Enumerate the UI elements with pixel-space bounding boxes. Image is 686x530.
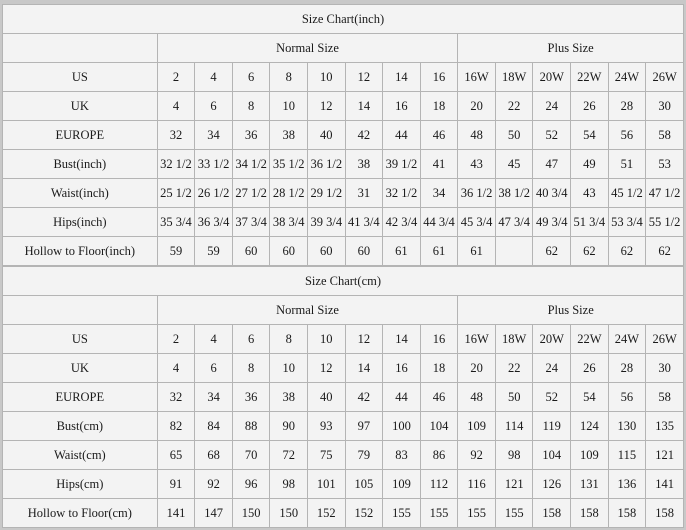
cell: 84 xyxy=(195,412,233,441)
cell: 152 xyxy=(308,499,346,528)
cell: 4 xyxy=(157,92,195,121)
cell: 14 xyxy=(345,92,383,121)
cell: 48 xyxy=(458,121,496,150)
row-label-hollow-to-floor-inch: Hollow to Floor(inch) xyxy=(3,237,158,266)
cell: 16 xyxy=(383,354,421,383)
cell: 42 xyxy=(345,383,383,412)
group-header-normal-cm: Normal Size xyxy=(157,296,458,325)
cell: 6 xyxy=(195,354,233,383)
cell: 82 xyxy=(157,412,195,441)
table-row xyxy=(3,383,684,412)
cell: 130 xyxy=(608,412,646,441)
cell: 49 3/4 xyxy=(533,208,571,237)
cell: 36 xyxy=(232,121,270,150)
cell: 98 xyxy=(495,441,533,470)
cell: 4 xyxy=(195,63,233,92)
cell: 2 xyxy=(157,63,195,92)
cell: 40 xyxy=(308,383,346,412)
cell: 97 xyxy=(345,412,383,441)
cell: 155 xyxy=(420,499,458,528)
cell: 83 xyxy=(383,441,421,470)
row-label-hollow-to-floor-cm: Hollow to Floor(cm) xyxy=(3,499,158,528)
cell: 20 xyxy=(458,92,496,121)
cell: 88 xyxy=(232,412,270,441)
cell: 60 xyxy=(270,237,308,266)
cell: 24 xyxy=(533,92,571,121)
cell: 158 xyxy=(533,499,571,528)
cell: 28 xyxy=(608,92,646,121)
cell: 26 1/2 xyxy=(195,179,233,208)
cell: 24W xyxy=(608,63,646,92)
table-row xyxy=(3,354,684,383)
cell: 10 xyxy=(270,354,308,383)
row-label-bust-inch: Bust(inch) xyxy=(3,150,158,179)
cell: 155 xyxy=(383,499,421,528)
cell: 28 1/2 xyxy=(270,179,308,208)
cell: 10 xyxy=(307,63,345,92)
cell: 136 xyxy=(608,470,646,499)
cell: 42 xyxy=(345,121,383,150)
cell: 50 xyxy=(495,383,533,412)
cell: 26W xyxy=(646,63,684,92)
cell: 34 xyxy=(195,121,233,150)
cell: 72 xyxy=(270,441,308,470)
cell: 18W xyxy=(495,325,533,354)
table-title-row xyxy=(3,5,684,34)
cell: 8 xyxy=(270,325,308,354)
cell: 109 xyxy=(571,441,609,470)
cell: 39 1/2 xyxy=(383,150,421,179)
cell: 22W xyxy=(571,63,609,92)
row-label-waist-inch: Waist(inch) xyxy=(3,179,158,208)
cell: 47 xyxy=(533,150,571,179)
cell: 54 xyxy=(571,383,609,412)
corner-cell xyxy=(3,296,158,325)
table-row xyxy=(3,121,684,150)
cell: 70 xyxy=(232,441,270,470)
cell: 55 1/2 xyxy=(646,208,684,237)
cell: 38 xyxy=(270,121,308,150)
cell: 126 xyxy=(533,470,571,499)
cell: 53 3/4 xyxy=(608,208,646,237)
cell: 47 3/4 xyxy=(495,208,533,237)
cell: 92 xyxy=(458,441,496,470)
table-row xyxy=(3,208,684,237)
cell: 54 xyxy=(571,121,609,150)
cell: 92 xyxy=(195,470,233,499)
cell: 44 3/4 xyxy=(420,208,458,237)
group-header-plus-inch: Plus Size xyxy=(458,34,684,63)
cell: 32 1/2 xyxy=(157,150,195,179)
cell: 61 xyxy=(383,237,421,266)
cell: 104 xyxy=(420,412,458,441)
cell: 10 xyxy=(308,325,346,354)
cell: 158 xyxy=(608,499,646,528)
cell: 62 xyxy=(533,237,571,266)
cell: 112 xyxy=(420,470,458,499)
cell: 62 xyxy=(608,237,646,266)
cell: 60 xyxy=(307,237,345,266)
table-title-row xyxy=(3,267,684,296)
page-title-cm: Size Chart(cm) xyxy=(3,267,684,296)
cell: 79 xyxy=(345,441,383,470)
table-group-row xyxy=(3,34,684,63)
cell: 28 xyxy=(608,354,646,383)
cell: 98 xyxy=(270,470,308,499)
cell: 150 xyxy=(232,499,270,528)
cell: 8 xyxy=(232,354,270,383)
cell: 59 xyxy=(157,237,195,266)
cell: 150 xyxy=(270,499,308,528)
cell: 62 xyxy=(646,237,684,266)
cell: 18 xyxy=(420,354,458,383)
row-label-us: US xyxy=(3,63,158,92)
table-row xyxy=(3,441,684,470)
cell: 58 xyxy=(646,121,684,150)
cell: 14 xyxy=(383,63,421,92)
cell: 105 xyxy=(345,470,383,499)
cell: 116 xyxy=(458,470,496,499)
cell: 10 xyxy=(270,92,308,121)
cell: 38 xyxy=(345,150,383,179)
row-label-uk: UK xyxy=(3,92,158,121)
cell: 8 xyxy=(232,92,270,121)
cell: 24W xyxy=(608,325,646,354)
cell: 34 1/2 xyxy=(232,150,270,179)
cell: 65 xyxy=(157,441,195,470)
cell: 16 xyxy=(383,92,421,121)
cell: 86 xyxy=(420,441,458,470)
cell: 141 xyxy=(646,470,684,499)
row-label-uk: UK xyxy=(3,354,158,383)
cell: 16W xyxy=(458,325,496,354)
row-label-europe: EUROPE xyxy=(3,121,158,150)
row-label-hips-inch: Hips(inch) xyxy=(3,208,158,237)
cell: 32 xyxy=(157,121,195,150)
table-row xyxy=(3,499,684,528)
size-chart-cm xyxy=(2,266,684,528)
cell: 46 xyxy=(420,121,458,150)
page-title-inch: Size Chart(inch) xyxy=(3,5,684,34)
cell: 45 3/4 xyxy=(458,208,496,237)
cell: 104 xyxy=(533,441,571,470)
table-group-row xyxy=(3,296,684,325)
cell: 22 xyxy=(495,92,533,121)
cell: 62 xyxy=(571,237,609,266)
cell: 16W xyxy=(458,63,496,92)
cell: 32 1/2 xyxy=(383,179,421,208)
cell: 158 xyxy=(646,499,684,528)
cell: 12 xyxy=(345,325,383,354)
cell: 8 xyxy=(270,63,308,92)
cell: 2 xyxy=(157,325,195,354)
cell: 56 xyxy=(608,383,646,412)
cell: 52 xyxy=(533,383,571,412)
cell: 29 1/2 xyxy=(307,179,345,208)
cell: 41 xyxy=(420,150,458,179)
table-row xyxy=(3,179,684,208)
cell: 114 xyxy=(495,412,533,441)
cell: 96 xyxy=(232,470,270,499)
cell: 119 xyxy=(533,412,571,441)
cell: 20W xyxy=(533,63,571,92)
cell: 155 xyxy=(458,499,496,528)
cell xyxy=(495,237,533,266)
cell: 131 xyxy=(571,470,609,499)
cell: 38 xyxy=(270,383,308,412)
cell: 61 xyxy=(458,237,496,266)
cell: 20 xyxy=(458,354,496,383)
cell: 25 1/2 xyxy=(157,179,195,208)
cell: 24 xyxy=(533,354,571,383)
cell: 48 xyxy=(458,383,496,412)
cell: 6 xyxy=(232,63,270,92)
row-label-waist-cm: Waist(cm) xyxy=(3,441,158,470)
cell: 46 xyxy=(420,383,458,412)
cell: 6 xyxy=(195,92,233,121)
cell: 30 xyxy=(646,354,684,383)
cell: 56 xyxy=(608,121,646,150)
cell: 75 xyxy=(308,441,346,470)
cell: 12 xyxy=(345,63,383,92)
cell: 147 xyxy=(195,499,233,528)
cell: 16 xyxy=(420,325,458,354)
cell: 35 3/4 xyxy=(157,208,195,237)
size-chart-inch xyxy=(2,4,684,266)
cell: 16 xyxy=(420,63,458,92)
cell: 27 1/2 xyxy=(232,179,270,208)
cell: 22W xyxy=(571,325,609,354)
cell: 31 xyxy=(345,179,383,208)
group-header-plus-cm: Plus Size xyxy=(458,296,684,325)
cell: 4 xyxy=(195,325,233,354)
cell: 44 xyxy=(383,383,421,412)
cell: 14 xyxy=(345,354,383,383)
cell: 12 xyxy=(308,354,346,383)
corner-cell xyxy=(3,34,158,63)
cell: 90 xyxy=(270,412,308,441)
cell: 124 xyxy=(571,412,609,441)
group-header-normal-inch: Normal Size xyxy=(157,34,458,63)
cell: 40 3/4 xyxy=(533,179,571,208)
cell: 60 xyxy=(232,237,270,266)
cell: 18 xyxy=(420,92,458,121)
cell: 135 xyxy=(646,412,684,441)
cell: 61 xyxy=(420,237,458,266)
cell: 155 xyxy=(495,499,533,528)
cell: 34 xyxy=(420,179,458,208)
cell: 34 xyxy=(195,383,233,412)
cell: 45 1/2 xyxy=(608,179,646,208)
cell: 36 1/2 xyxy=(458,179,496,208)
cell: 158 xyxy=(571,499,609,528)
cell: 59 xyxy=(195,237,233,266)
cell: 20W xyxy=(533,325,571,354)
table-row xyxy=(3,470,684,499)
row-label-bust-cm: Bust(cm) xyxy=(3,412,158,441)
table-row xyxy=(3,63,684,92)
cell: 39 3/4 xyxy=(307,208,345,237)
row-label-europe: EUROPE xyxy=(3,383,158,412)
cell: 26W xyxy=(646,325,684,354)
cell: 141 xyxy=(157,499,195,528)
cell: 93 xyxy=(308,412,346,441)
cell: 42 3/4 xyxy=(383,208,421,237)
cell: 14 xyxy=(383,325,421,354)
cell: 53 xyxy=(646,150,684,179)
cell: 36 xyxy=(232,383,270,412)
cell: 26 xyxy=(571,354,609,383)
cell: 41 3/4 xyxy=(345,208,383,237)
table-row xyxy=(3,412,684,441)
cell: 33 1/2 xyxy=(195,150,233,179)
cell: 4 xyxy=(157,354,195,383)
cell: 68 xyxy=(195,441,233,470)
cell: 37 3/4 xyxy=(232,208,270,237)
cell: 51 xyxy=(608,150,646,179)
cell: 121 xyxy=(495,470,533,499)
cell: 32 xyxy=(157,383,195,412)
cell: 152 xyxy=(345,499,383,528)
row-label-hips-cm: Hips(cm) xyxy=(3,470,158,499)
cell: 91 xyxy=(157,470,195,499)
cell: 50 xyxy=(495,121,533,150)
cell: 38 3/4 xyxy=(270,208,308,237)
table-row xyxy=(3,150,684,179)
cell: 115 xyxy=(608,441,646,470)
table-row xyxy=(3,325,684,354)
cell: 18W xyxy=(495,63,533,92)
cell: 38 1/2 xyxy=(495,179,533,208)
cell: 60 xyxy=(345,237,383,266)
cell: 47 1/2 xyxy=(646,179,684,208)
cell: 12 xyxy=(307,92,345,121)
row-label-us: US xyxy=(3,325,158,354)
cell: 26 xyxy=(571,92,609,121)
cell: 22 xyxy=(495,354,533,383)
cell: 43 xyxy=(458,150,496,179)
cell: 121 xyxy=(646,441,684,470)
cell: 49 xyxy=(571,150,609,179)
cell: 43 xyxy=(571,179,609,208)
cell: 35 1/2 xyxy=(270,150,308,179)
cell: 109 xyxy=(458,412,496,441)
cell: 51 3/4 xyxy=(571,208,609,237)
cell: 109 xyxy=(383,470,421,499)
cell: 36 3/4 xyxy=(195,208,233,237)
cell: 52 xyxy=(533,121,571,150)
cell: 44 xyxy=(383,121,421,150)
table-row xyxy=(3,92,684,121)
cell: 58 xyxy=(646,383,684,412)
cell: 36 1/2 xyxy=(307,150,345,179)
cell: 40 xyxy=(307,121,345,150)
cell: 100 xyxy=(383,412,421,441)
cell: 45 xyxy=(495,150,533,179)
cell: 6 xyxy=(232,325,270,354)
cell: 101 xyxy=(308,470,346,499)
cell: 30 xyxy=(646,92,684,121)
table-row xyxy=(3,237,684,266)
